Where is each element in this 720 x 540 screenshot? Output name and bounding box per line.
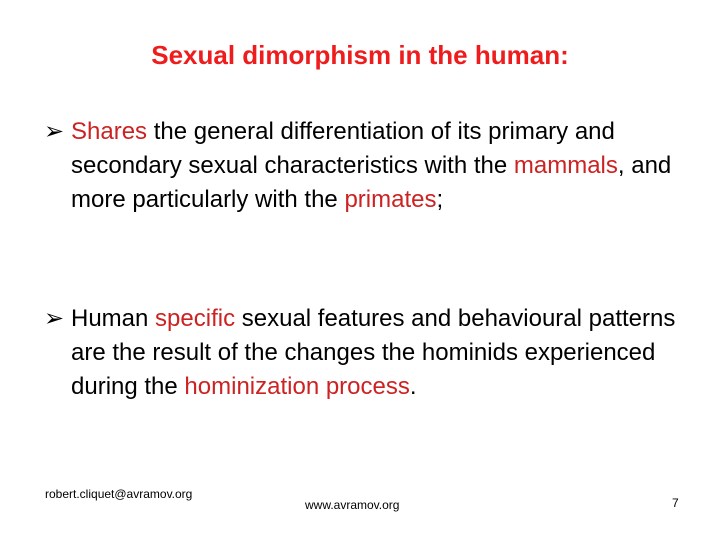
slide-title: Sexual dimorphism in the human:: [151, 40, 569, 70]
footer-email: robert.cliquet@avramov.org: [45, 487, 193, 501]
highlight-primates: primates: [344, 186, 437, 213]
highlight-shares: Shares: [71, 118, 148, 145]
bullet-text-segment: ;: [436, 186, 444, 213]
arrow-bullet-icon: ➢: [44, 118, 65, 145]
bullet-text-segment: , and more particularly with the: [71, 152, 672, 213]
arrow-bullet-icon: ➢: [44, 305, 65, 332]
page-number: 7: [672, 496, 679, 510]
bullet-text-segment: sexual features and behavioural patterns are the result of the changes the hominids experienced during the: [71, 305, 676, 400]
bullet-text-segment: .: [409, 373, 417, 400]
bullet-item-2: [46, 302, 686, 404]
highlight-specific: specific: [155, 305, 236, 332]
bullet-item-1: [46, 115, 686, 217]
bullet-text-segment: Human: [71, 305, 156, 332]
highlight-mammals: mammals: [513, 152, 618, 179]
bullet-text-segment: the general differentiation of its primary and secondary sexual characteristics with the: [71, 118, 615, 179]
highlight-hominization-process: hominization process: [184, 373, 410, 400]
bullet-text-1: [46, 115, 686, 217]
bullet-text-2: [46, 302, 686, 404]
footer-website: www.avramov.org: [305, 498, 400, 512]
